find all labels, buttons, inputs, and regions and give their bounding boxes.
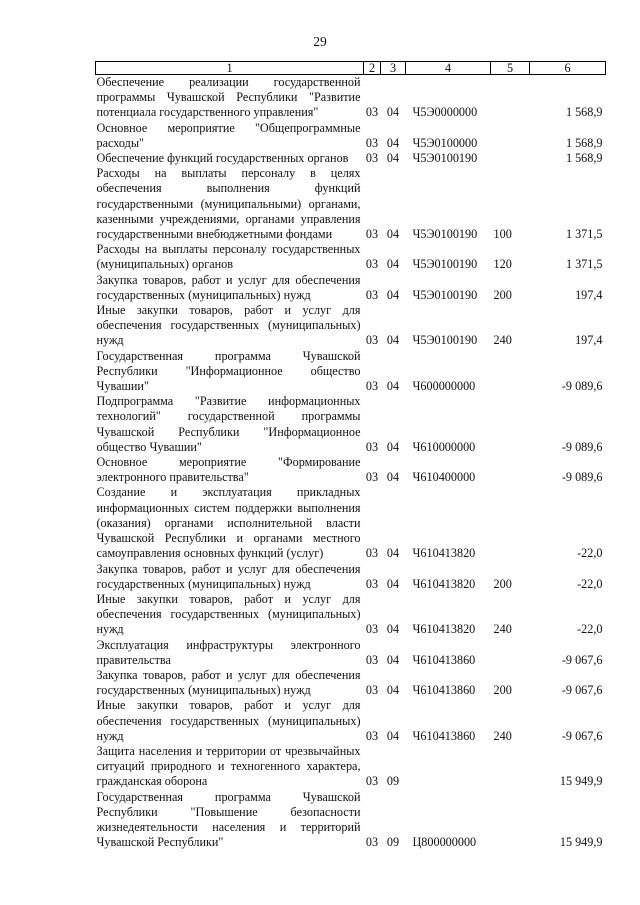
- row-description: Государственная программа Чувашской Республики "Повышение безопасности жизнедеятельности населения и территорий Чувашской Республики": [96, 789, 361, 850]
- row-description: Защита населения и территории от чрезвычайных ситуаций природного и техногенного характера, гражданская оборона: [96, 743, 361, 789]
- amount-value: 1 371,5: [565, 257, 603, 272]
- amount-value: 1 568,9: [565, 135, 603, 150]
- row-description: Закупка товаров, работ и услуг для обеспечения государственных (муниципальных) нужд: [96, 667, 361, 698]
- table-row: [96, 485, 606, 561]
- table-row: [96, 592, 606, 638]
- amount-value: -9 089,6: [561, 439, 603, 454]
- amount-value: -9 067,6: [561, 652, 603, 667]
- section-code: 03: [365, 333, 379, 348]
- section-code: 03: [365, 622, 379, 637]
- target-article-code: Ч610413820: [412, 546, 476, 561]
- expense-type-code: [491, 744, 530, 790]
- amount-value: -9 089,6: [561, 379, 603, 394]
- target-article-code: [406, 744, 491, 790]
- row-description: Расходы на выплаты персоналу в целях обеспечения выполнения функций государственными (муниципальными) органами, казенными учреждениями, органами управления государственными внебюджетными фондами: [96, 166, 361, 242]
- amount-value: -22,0: [577, 576, 603, 591]
- section-code: 03: [365, 105, 379, 120]
- page-number: 29: [313, 34, 327, 49]
- expense-type-code: 240: [493, 728, 512, 743]
- row-description: Основное мероприятие "Общепрограммные расходы": [96, 120, 361, 150]
- subsection-code: 04: [386, 257, 400, 272]
- target-article-code: Ч610413860: [412, 683, 476, 698]
- target-article-code: Ч5Э0000000: [412, 105, 478, 120]
- row-description: Обеспечение функций государственных органов: [96, 151, 349, 166]
- amount-value: 197,4: [575, 287, 603, 302]
- table-row: [96, 75, 606, 121]
- expense-type-code: 200: [493, 683, 512, 698]
- amount-value: 197,4: [575, 333, 603, 348]
- amount-value: 1 371,5: [565, 227, 603, 242]
- expense-type-code: 240: [493, 333, 512, 348]
- expense-type-code: [491, 349, 530, 395]
- subsection-code: 04: [386, 652, 400, 667]
- target-article-code: Ч610413860: [412, 652, 476, 667]
- row-description: Закупка товаров, работ и услуг для обеспечения государственных (муниципальных) нужд: [96, 272, 361, 302]
- table-row: [96, 790, 606, 851]
- row-description: Расходы на выплаты персоналу государственных (муниципальных) органов: [96, 242, 361, 272]
- section-code: 03: [365, 835, 379, 850]
- column-header: 5: [491, 62, 530, 75]
- table-row: [96, 744, 606, 790]
- row-description: Государственная программа Чувашской Республики "Информационное общество Чувашии": [96, 348, 361, 394]
- target-article-code: Ч5Э0100190: [412, 151, 478, 166]
- subsection-code: 04: [386, 439, 400, 454]
- row-description: Создание и эксплуатация прикладных информационных систем поддержки выполнения (оказания) органами исполнительной власти Чувашской Республики и органами местного самоуправления основных функций (услуг): [96, 485, 361, 561]
- subsection-code: 04: [386, 576, 400, 591]
- subsection-code: 09: [386, 835, 400, 850]
- section-code: 03: [365, 652, 379, 667]
- row-description: Эксплуатация инфраструктуры электронного правительства: [96, 637, 361, 667]
- table-row: [96, 562, 606, 592]
- amount-value: 15 949,9: [559, 774, 603, 789]
- target-article-code: Ч610413820: [412, 576, 476, 591]
- amount-value: -22,0: [577, 622, 603, 637]
- section-code: 03: [365, 774, 379, 789]
- amount-value: 1 568,9: [565, 151, 603, 166]
- amount-value: -9 067,6: [561, 728, 603, 743]
- subsection-code: 04: [386, 379, 400, 394]
- expense-type-code: [491, 790, 530, 851]
- amount-value: 15 949,9: [559, 835, 603, 850]
- budget-table: [95, 61, 606, 850]
- target-article-code: Ч610000000: [412, 439, 476, 454]
- section-code: 03: [365, 379, 379, 394]
- target-article-code: Ч5Э0100000: [412, 135, 478, 150]
- table-row: [96, 242, 606, 272]
- subsection-code: 09: [386, 774, 400, 789]
- row-description: Иные закупки товаров, работ и услуг для обеспечения государственных (муниципальных) нужд: [96, 698, 361, 743]
- section-code: 03: [365, 546, 379, 561]
- target-article-code: Ч610413860: [412, 728, 476, 743]
- subsection-code: 04: [386, 333, 400, 348]
- column-header: 2: [364, 62, 381, 75]
- section-code: 03: [365, 287, 379, 302]
- subsection-code: 04: [386, 105, 400, 120]
- table-row: [96, 455, 606, 485]
- expense-type-code: 120: [493, 257, 512, 272]
- section-code: 03: [365, 257, 379, 272]
- table-row: [96, 638, 606, 668]
- table-row: [96, 151, 606, 166]
- section-code: 03: [365, 470, 379, 485]
- row-description: Закупка товаров, работ и услуг для обеспечения государственных (муниципальных) нужд: [96, 561, 361, 591]
- row-description: Иные закупки товаров, работ и услуг для обеспечения государственных (муниципальных) нужд: [96, 303, 361, 348]
- row-description: Подпрограмма "Развитие информационных технологий" государственной программы Чувашской Республики "Информационное общество Чувашии": [96, 394, 361, 454]
- expense-type-code: [491, 394, 530, 455]
- column-header: 6: [530, 62, 606, 75]
- target-article-code: Ч5Э0100190: [412, 227, 478, 242]
- subsection-code: 04: [386, 227, 400, 242]
- amount-value: -9 067,6: [561, 683, 603, 698]
- section-code: 03: [365, 683, 379, 698]
- row-description: Основное мероприятие "Формирование электронного правительства": [96, 455, 361, 485]
- expense-type-code: 200: [493, 287, 512, 302]
- row-description: Обеспечение реализации государственной программы Чувашской Республики "Развитие потенциала государственного управления": [96, 75, 361, 120]
- target-article-code: Ч5Э0100190: [412, 333, 478, 348]
- section-code: 03: [365, 576, 379, 591]
- expense-type-code: 200: [493, 576, 512, 591]
- expense-type-code: 100: [493, 227, 512, 242]
- column-header: 3: [381, 62, 406, 75]
- subsection-code: 04: [386, 622, 400, 637]
- section-code: 03: [365, 227, 379, 242]
- subsection-code: 04: [386, 135, 400, 150]
- amount-value: 1 568,9: [565, 105, 603, 120]
- column-header: 1: [96, 62, 364, 75]
- subsection-code: 04: [386, 546, 400, 561]
- target-article-code: Ц800000000: [412, 835, 477, 850]
- target-article-code: Ч5Э0100190: [412, 287, 478, 302]
- subsection-code: 04: [386, 151, 400, 166]
- amount-value: -9 089,6: [561, 470, 603, 485]
- section-code: 03: [365, 439, 379, 454]
- expense-type-code: [491, 485, 530, 561]
- subsection-code: 04: [386, 683, 400, 698]
- target-article-code: Ч600000000: [412, 379, 476, 394]
- expense-type-code: [491, 121, 530, 151]
- table-body: [96, 75, 606, 851]
- expense-type-code: 240: [493, 622, 512, 637]
- target-article-code: Ч610413820: [412, 622, 476, 637]
- column-header: 4: [406, 62, 491, 75]
- expense-type-code: [491, 638, 530, 668]
- table-row: [96, 166, 606, 242]
- expense-type-code: [491, 151, 530, 166]
- table-row: [96, 349, 606, 395]
- table-row: [96, 394, 606, 455]
- table-row: [96, 273, 606, 303]
- table-row: [96, 698, 606, 744]
- row-description: Иные закупки товаров, работ и услуг для обеспечения государственных (муниципальных) нужд: [96, 591, 361, 637]
- section-code: 03: [365, 151, 379, 166]
- subsection-code: 04: [386, 728, 400, 743]
- section-code: 03: [365, 135, 379, 150]
- section-code: 03: [365, 728, 379, 743]
- target-article-code: Ч610400000: [412, 470, 476, 485]
- table-header: [96, 62, 606, 75]
- table-row: [96, 668, 606, 698]
- subsection-code: 04: [386, 470, 400, 485]
- expense-type-code: [491, 455, 530, 485]
- amount-value: -22,0: [577, 546, 603, 561]
- target-article-code: Ч5Э0100190: [412, 257, 478, 272]
- table-row: [96, 121, 606, 151]
- table-row: [96, 303, 606, 349]
- subsection-code: 04: [386, 287, 400, 302]
- expense-type-code: [491, 75, 530, 121]
